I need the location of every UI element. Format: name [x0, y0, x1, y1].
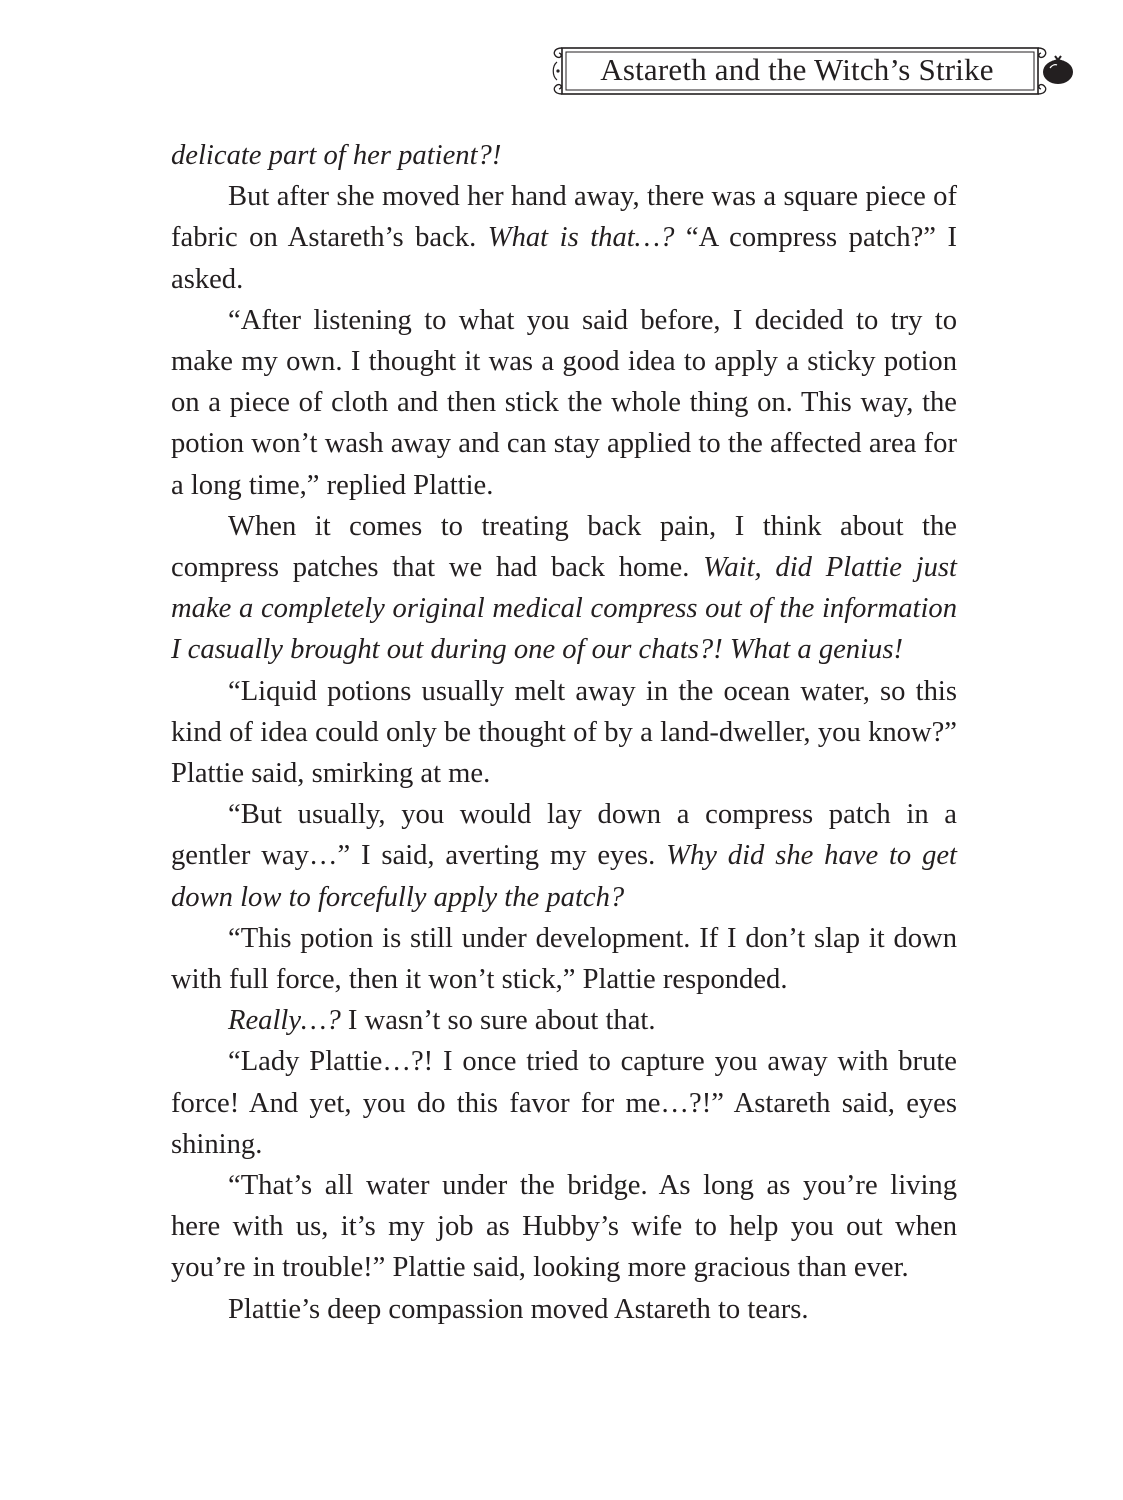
text-run: Plattie’s deep compassion moved Astareth to tears. — [228, 1293, 809, 1325]
italic-thought: Really…? — [228, 1005, 341, 1037]
text-run: “Liquid potions usually melt away in the ocean water, so this kind of idea could only be thought of by a land-dweller, you know?” Plattie said, smirking at me. — [171, 675, 957, 790]
text-run: I wasn’t so sure about that. — [340, 1005, 656, 1037]
text-run: “A compress patch?” I asked. — [171, 222, 957, 295]
italic-thought: What is that…? — [487, 222, 675, 254]
text-run: “This potion is still under development. If I don’t slap it down with full force, then it won’t stick,” Plattie responded. — [171, 922, 957, 996]
paragraph — [171, 1000, 957, 1041]
paragraph — [171, 671, 957, 795]
tomato-icon — [1040, 54, 1076, 86]
italic-thought: delicate part of her patient?! — [171, 140, 502, 171]
text-run: “But usually, you would lay down a compress patch in a gentler way…” I said, averting my eyes. — [171, 799, 957, 872]
text-run: But after she moved her hand away, there was a square piece of fabric on Astareth’s back. — [171, 181, 957, 254]
running-header — [548, 42, 1050, 100]
text-run: “After listening to what you said before, I decided to try to make my own. I thought it was a good idea to apply a sticky potion on a piece of cloth and then stick the whole thing on. This way, the potion won’t wash away and can stay applied to the affected area for a long time,” replied Plattie. — [171, 304, 957, 501]
paragraph — [171, 1041, 957, 1165]
text-run: “Lady Plattie…?! I once tried to capture you away with brute force! And yet, you do this favor for me…?!” Astareth said, eyes shining. — [171, 1046, 957, 1160]
text-run: “That’s all water under the bridge. As long as you’re living here with us, it’s my job as Hubby’s wife to help you out when you’re in trouble!” Plattie said, looking more gracious than ever. — [171, 1170, 957, 1284]
chapter-body — [171, 135, 957, 1330]
paragraph — [171, 176, 957, 300]
paragraph — [171, 135, 957, 176]
paragraph — [171, 506, 957, 671]
text-run: When it comes to treating back pain, I think about the compress patches that we had back home. — [171, 510, 957, 584]
italic-thought: Wait, did Plattie just make a completely original medical compress out of the information I casually brought out during one of our chats?! What a genius! — [171, 552, 957, 666]
paragraph — [171, 300, 957, 506]
paragraph — [171, 918, 957, 1000]
paragraph — [171, 1289, 957, 1330]
running-title: Astareth and the Witch’s Strike — [600, 52, 994, 87]
italic-thought: Why did she have to get down low to forcefully apply the patch? — [171, 840, 957, 913]
paragraph — [171, 794, 957, 918]
paragraph — [171, 1165, 957, 1289]
